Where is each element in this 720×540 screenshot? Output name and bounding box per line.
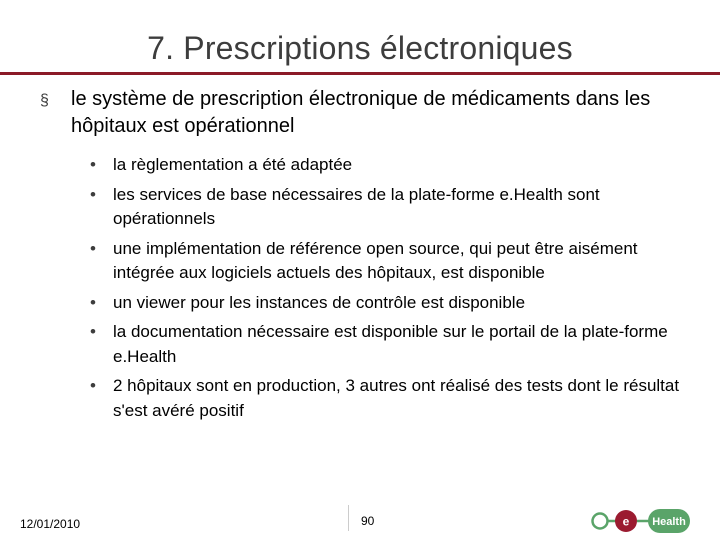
sub-bullet-text: la règlementation a été adaptée — [113, 155, 353, 174]
main-bullet-text: le système de prescription électronique de médicaments dans les hôpitaux est opérationnel — [71, 88, 651, 137]
bullet-dot-icon: • — [90, 155, 96, 174]
bullet-dot-icon: • — [90, 292, 96, 312]
bullet-dot-icon: • — [90, 376, 96, 395]
logo-e-text: e — [622, 514, 630, 529]
footer-divider — [348, 505, 349, 531]
sub-bullet-text: les services de base nécessaires de la plate-forme e.Health sont opérationnels — [113, 184, 600, 228]
sub-bullet-item — [90, 320, 690, 369]
sub-bullet-list — [90, 153, 690, 423]
sub-bullet-item — [90, 237, 690, 286]
title-divider — [0, 72, 720, 75]
square-bullet-icon: § — [40, 92, 49, 109]
sub-bullet-text: un viewer pour les instances de contrôle est disponible — [113, 292, 526, 312]
logo-ring-icon — [593, 514, 608, 529]
sub-bullet-text: la documentation nécessaire est disponible sur le portail de la plate-forme e.Health — [113, 322, 668, 366]
bullet-dot-icon: • — [90, 322, 96, 341]
bullet-dot-icon: • — [90, 238, 96, 258]
slide-title: 7. Prescriptions électroniques — [147, 30, 573, 66]
ehealth-logo — [590, 508, 702, 536]
bullet-dot-icon: • — [90, 184, 96, 204]
sub-bullet-text: une implémentation de référence open source, qui peut être aisément intégrée aux logiciels actuels des hôpitaux, est disponible — [113, 238, 638, 282]
sub-bullet-item — [90, 374, 690, 423]
slide-content — [40, 86, 690, 428]
logo-health-text: Health — [652, 516, 686, 528]
footer-date: 12/01/2010 — [20, 517, 81, 531]
sub-bullet-item — [90, 153, 690, 178]
main-bullet — [40, 86, 690, 140]
sub-bullet-item — [90, 183, 690, 232]
sub-bullet-text: 2 hôpitaux sont en production, 3 autres ont réalisé des tests dont le résultat s'est avéré positif — [113, 376, 680, 420]
sub-bullet-item — [90, 291, 690, 316]
page-number: 90 — [361, 514, 375, 528]
